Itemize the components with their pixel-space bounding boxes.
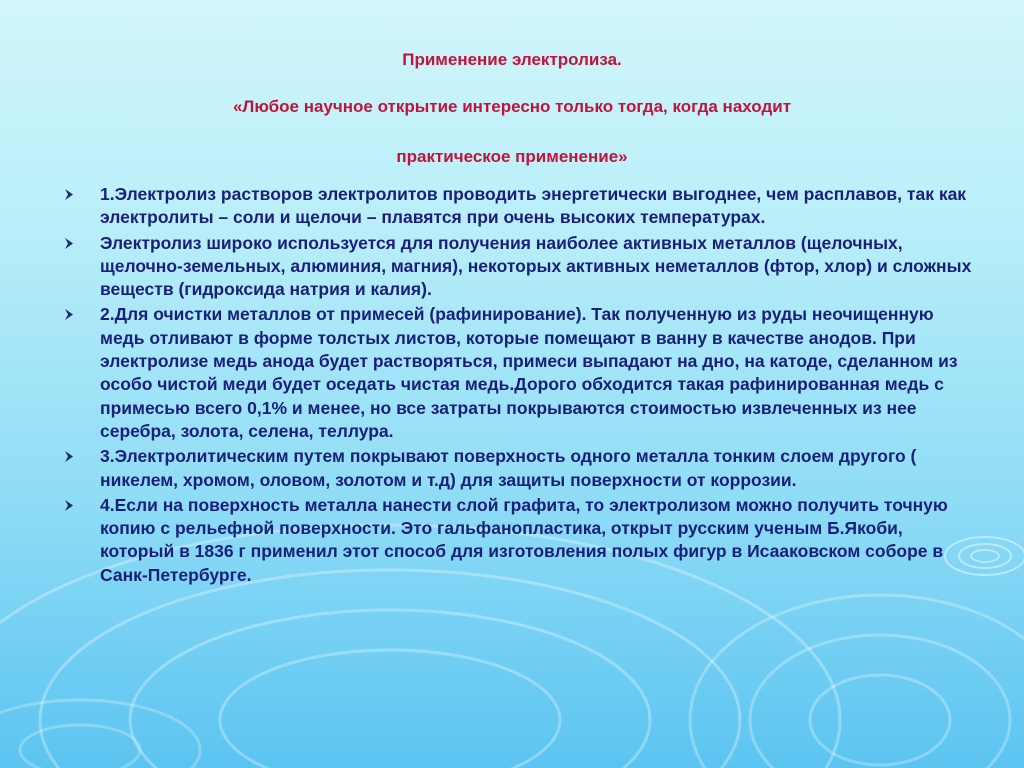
list-item bbox=[62, 303, 972, 443]
list-item-text: 1.Электролиз растворов электролитов проводить энергетически выгоднее, чем расплавов, так как электролиты – соли и щелочи – плавятся при очень высоких температурах. bbox=[100, 184, 967, 228]
arrow-bullet-icon bbox=[62, 232, 76, 255]
list-item bbox=[62, 445, 972, 492]
arrow-bullet-icon bbox=[62, 494, 76, 517]
arrow-bullet-icon bbox=[62, 303, 76, 326]
arrow-bullet-icon bbox=[62, 183, 76, 206]
list-item bbox=[62, 494, 972, 587]
list-item bbox=[62, 183, 972, 230]
arrow-bullet-icon bbox=[62, 445, 76, 468]
list-item-text: Электролиз широко используется для получения наиболее активных металлов (щелочных, щелочно-земельных, алюминия, магния), некоторых активных неметаллов (фтор, хлор) и сложных веществ (гидроксида натрия и калия). bbox=[100, 232, 972, 300]
list-item bbox=[62, 232, 972, 302]
list-item-text: 4.Если на поверхность металла нанести слой графита, то электролизом можно получить точную копию с рельефной поверхности. Это гальфанопластика, открыт русским ученым Б.Якоби, который в 1836 г применил этот способ для изготовления полых фигур в Исааковском соборе в Санк-Петербурге. bbox=[100, 494, 948, 585]
bullet-list bbox=[62, 183, 972, 589]
list-item-text: 3.Электролитическим путем покрывают поверхность одного металла тонким слоем другого ( никелем, хромом, оловом, золотом и т.д) для защиты поверхности от коррозии. bbox=[100, 446, 917, 490]
quote-line-1: «Любое научное открытие интересно только тогда, когда находит bbox=[232, 97, 792, 116]
quote-line-2: практическое применение» bbox=[396, 147, 628, 166]
list-item-text: 2.Для очистки металлов от примесей (рафинирование). Так полученную из руды неочищенную медь отливают в форме толстых листов, которые помещают в ванну в качестве анодов. При электролизе медь анода будет растворяться, примеси выпадают на дно, на катоде, сделанном из особо чистой меди будет оседать чистая медь.Дорого обходится такая рафинированная медь с примесью всего 0,1% и менее, но все затраты покрываются стоимостью извлеченных из нее серебра, золота, селена, теллура. bbox=[100, 304, 958, 441]
slide-title: Применение электролиза. bbox=[402, 50, 622, 69]
